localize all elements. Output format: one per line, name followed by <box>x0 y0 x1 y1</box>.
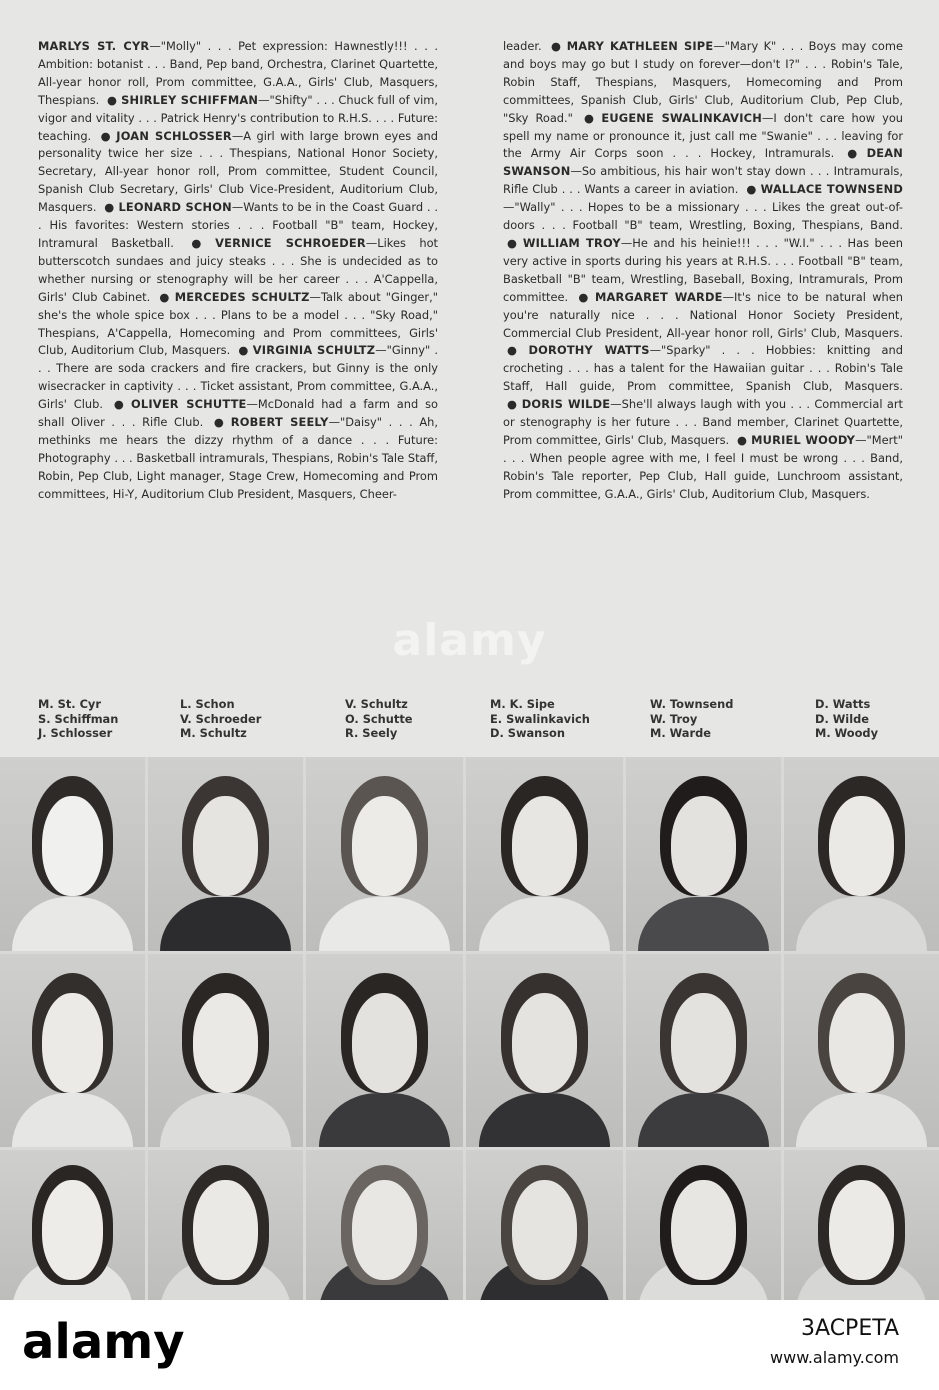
biography-column-right <box>503 38 903 504</box>
bullet-icon: ● <box>113 397 128 412</box>
caption-name: D. Wilde <box>815 711 869 726</box>
portrait-shoulders <box>160 1093 290 1147</box>
student-portrait <box>784 757 939 951</box>
bullet-icon: ● <box>736 432 748 447</box>
bullet-icon: ● <box>507 397 518 412</box>
student-name: VIRGINIA SCHULTZ <box>252 343 376 358</box>
student-description: —"Ginny" . . . There are soda crackers and fire crackers, but Ginny is the only wisecracker in captivity . . . Ticket assistant, Prom committee, G.A.A., Girls' Club. <box>38 343 438 412</box>
portrait-shoulders <box>638 1093 768 1147</box>
student-portrait <box>148 1150 303 1300</box>
portrait-shoulders <box>479 897 611 951</box>
student-description: —A girl with large brown eyes and personality twice her size . . . Thespians, National Honor Society, Secretary, All-year honor roll, Prom committee, Student Council, Spanish Club Secretary, Girls' Club Vice-President, Auditorium Club, Masquers. <box>38 128 438 215</box>
portrait-face <box>193 993 258 1093</box>
student-description: —It's nice to be natural when you're naturally nice . . . National Honor Society President, Commercial Club President, All-year honor roll, Girls' Club, Masquers. <box>503 289 903 340</box>
caption-group <box>650 697 733 741</box>
student-description: —Talk about "Ginger," she's the whole spice box . . . Plans to be a model . . . "Sky Road," Thespians, A'Cappella, Homecoming and Prom committees, Girls' Club, Auditorium Club, Masquers. <box>38 289 438 358</box>
student-name: SHIRLEY SCHIFFMAN <box>121 92 259 107</box>
student-description: —He and his heinie!!! . . . "W.I." . . . Has been very active in sports during his years at R.H.S. . . . Football "B" team, Basketball "B" team, Wrestling, Baseball, Boxing, Intramurals, Prom committee. <box>503 235 903 304</box>
portrait-face <box>671 993 736 1093</box>
bullet-icon: ● <box>583 110 598 125</box>
portrait-face <box>671 796 736 896</box>
caption-name: D. Watts <box>815 697 871 711</box>
bullet-icon: ● <box>107 92 118 107</box>
student-name: WILLIAM TROY <box>522 235 621 250</box>
student-portrait <box>466 757 623 951</box>
caption-name: M. St. Cyr <box>38 697 101 711</box>
portrait-face <box>42 796 103 896</box>
bullet-icon: ● <box>551 39 563 53</box>
student-portrait <box>0 757 145 951</box>
student-portrait <box>626 757 781 951</box>
student-portrait <box>784 954 939 1147</box>
caption-group <box>815 697 878 741</box>
student-description: —"Shifty" . . . Chuck full of vim, vigor and vitality . . . Patrick Henry's contribution to R.H.S. . . . Future: teaching. <box>38 92 438 143</box>
student-description: —Wants to be in the Coast Guard . . . His favorites: Western stories . . . Football "B" team, Hockey, Intramural Basketball. <box>38 200 438 250</box>
portrait-face <box>352 1180 418 1280</box>
bullet-icon: ● <box>507 235 519 250</box>
student-name: MARY KATHLEEN SIPE <box>566 39 714 53</box>
caption-name: R. Seely <box>345 726 398 740</box>
student-portrait <box>148 954 303 1147</box>
portrait-shoulders <box>796 897 926 951</box>
student-description: —"Sparky" . . . Hobbies: knitting and crocheting . . . has a talent for the Hawaiian guitar . . . Robin's Tale Staff, Hall guide, Prom committee, Spanish Club, Masquers. <box>503 343 903 394</box>
student-name: VERNICE SCHROEDER <box>215 235 366 250</box>
image-id-label: 3ACPETA <box>801 1316 899 1341</box>
student-name: MURIEL WOODY <box>751 432 856 447</box>
portrait-face <box>42 1180 103 1280</box>
portrait-shoulders <box>160 897 290 951</box>
caption-name: L. Schon <box>180 697 235 711</box>
student-portrait <box>0 1150 145 1300</box>
student-description: —"Mert" . . . When people agree with me, I feel I must be wrong . . . Band, Robin's Tale reporter, Pep Club, Hall guide, Lunchroom assistant, Prom committee, G.A.A., Girls' Club, Auditorium Club, Masquers. <box>503 432 903 501</box>
bullet-icon: ● <box>100 128 113 143</box>
student-portrait <box>148 757 303 951</box>
student-portrait <box>0 954 145 1147</box>
student-portrait <box>306 1150 463 1300</box>
caption-name: E. Swalinkavich <box>490 711 590 726</box>
portrait-face <box>42 993 103 1093</box>
bullet-icon: ● <box>213 415 227 430</box>
student-name: DORIS WILDE <box>521 397 611 412</box>
student-name: DEAN SWANSON <box>503 146 903 179</box>
portrait-face <box>193 796 258 896</box>
bullet-icon: ● <box>746 182 757 197</box>
bullet-icon: ● <box>507 343 525 358</box>
portrait-shoulders <box>12 1093 134 1147</box>
photo-captions <box>0 697 939 757</box>
portrait-face <box>829 993 894 1093</box>
caption-name: V. Schroeder <box>180 711 262 726</box>
caption-name: D. Swanson <box>490 726 565 740</box>
portrait-face <box>512 1180 578 1280</box>
student-name: ROBERT SEELY <box>230 415 329 430</box>
biography-entry <box>503 39 542 53</box>
bullet-icon: ● <box>104 200 115 215</box>
portrait-shoulders <box>319 1093 451 1147</box>
student-name: LEONARD SCHON <box>118 200 232 215</box>
site-link[interactable]: www.alamy.com <box>770 1348 899 1367</box>
student-portrait <box>626 1150 781 1300</box>
student-description: —"Molly" . . . Pet expression: Hawnestly!!! . . . Ambition: botanist . . . Band, Pep band, Orchestra, Clarinet Quartette, All-year honor roll, Prom committee, G.A.A., Girls' Club, Masquers, Thespians. <box>38 39 438 107</box>
student-portrait <box>626 954 781 1147</box>
caption-group <box>490 697 590 741</box>
portrait-face <box>512 993 578 1093</box>
caption-name: W. Townsend <box>650 697 734 711</box>
student-name: OLIVER SCHUTTE <box>131 397 247 412</box>
portrait-face <box>829 1180 894 1280</box>
portrait-shoulders <box>796 1093 926 1147</box>
caption-name: O. Schutte <box>345 711 413 726</box>
bullet-icon: ● <box>238 343 249 358</box>
student-name: MARLYS ST. CYR <box>38 39 150 53</box>
caption-name: M. Woody <box>815 726 879 740</box>
portrait-face <box>193 1180 258 1280</box>
student-name: DOROTHY WATTS <box>528 343 650 358</box>
biography-column-left <box>38 38 438 504</box>
caption-name: J. Schlosser <box>38 726 113 740</box>
caption-group <box>345 697 413 741</box>
student-name: MERCEDES SCHULTZ <box>174 289 310 304</box>
student-description: —"Mary K" . . . Boys may come and boys may go but I study on forever—don't I?" . . . Robin's Tale, Robin Staff, Thespians, Masquers, Homecoming and Prom committees, Spanish Club, Girls' Club, Auditorium Club, Pep Club, "Sky Road." <box>503 39 904 125</box>
portrait-shoulders <box>479 1093 611 1147</box>
stock-footer <box>0 1300 939 1390</box>
student-portrait <box>466 954 623 1147</box>
student-portrait <box>466 1150 623 1300</box>
caption-name: V. Schultz <box>345 697 408 711</box>
student-name: JOAN SCHLOSSER <box>116 128 232 143</box>
bullet-icon: ● <box>159 289 171 304</box>
bullet-icon: ● <box>847 146 863 161</box>
caption-group <box>38 697 118 741</box>
portrait-shoulders <box>319 897 451 951</box>
student-name: MARGARET WARDE <box>594 289 723 304</box>
caption-name: W. Troy <box>650 711 698 726</box>
portrait-face <box>512 796 578 896</box>
biography-entry <box>503 343 903 393</box>
student-description: —She'll always laugh with you . . . Commercial art or stenography is her future . . . Band member, Clarinet Quartette, Prom committee, Girls' Club, Masquers. <box>503 397 903 447</box>
student-portrait <box>306 954 463 1147</box>
caption-name: M. Schultz <box>180 726 247 740</box>
caption-name: S. Schiffman <box>38 711 119 726</box>
portrait-grid <box>0 757 939 1300</box>
student-name: EUGENE SWALINKAVICH <box>601 110 762 125</box>
student-description: —"Daisy" . . . Ah, methinks me hears the dizzy rhythm of a dance . . . Future: Photography . . . Basketball intramurals, Thespians, Robin's Tale Staff, Robin, Pep Club, Light manager, Stage Crew, Homecoming and Prom committees, Hi-Y, Auditorium Club President, Masquers, Cheer- <box>38 415 438 501</box>
portrait-face <box>829 796 894 896</box>
caption-name: M. Warde <box>650 726 711 740</box>
portrait-face <box>352 993 418 1093</box>
student-description: —McDonald had a farm and so shall Oliver . . . Rifle Club. <box>38 397 438 430</box>
alamy-logo[interactable]: alamy <box>22 1314 185 1370</box>
student-portrait <box>784 1150 939 1300</box>
student-description: leader. <box>503 39 542 53</box>
portrait-face <box>352 796 418 896</box>
student-description: —"Wally" . . . Hopes to be a missionary . . . Likes the great out-of-doors . . . Football "B" team, Wrestling, Boxing, Thespians, Band. <box>503 200 903 233</box>
student-portrait <box>306 757 463 951</box>
bullet-icon: ● <box>578 289 591 304</box>
caption-group <box>180 697 261 741</box>
student-description: —I don't care how you spell my name or pronounce it, just call me "Swanie" . . . leaving for the Army Air Corps soon . . . Hockey, Intramurals. <box>503 110 904 161</box>
student-name: WALLACE TOWNSEND <box>760 182 903 197</box>
portrait-shoulders <box>638 897 768 951</box>
bullet-icon: ● <box>191 235 212 250</box>
student-description: —So ambitious, his hair won't stay down . . . Intramurals, Rifle Club . . . Wants a career in aviation. <box>503 164 903 197</box>
portrait-face <box>671 1180 736 1280</box>
caption-name: M. K. Sipe <box>490 697 555 711</box>
student-description: —Likes hot butterscotch sundaes and juicy steaks . . . She is undecided as to whether nursing or stenography will be her career . . . A'Cappella, Girls' Club Cabinet. <box>38 235 439 304</box>
watermark-text: alamy <box>392 615 547 666</box>
portrait-shoulders <box>12 897 134 951</box>
